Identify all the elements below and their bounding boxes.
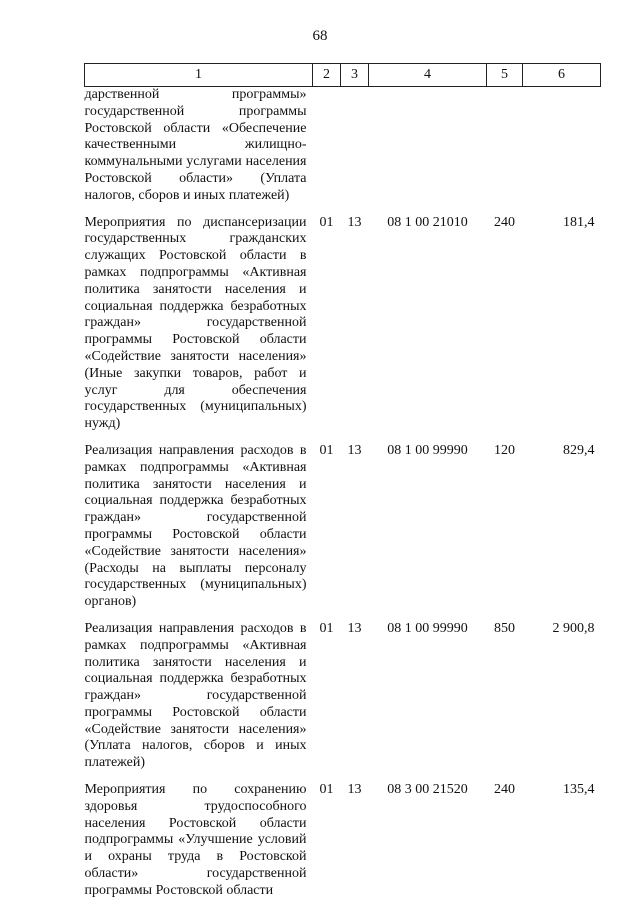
row-subsection: 13 — [347, 214, 362, 230]
row-target-code: 08 1 00 99990 — [387, 442, 468, 458]
row-section: 01 — [319, 214, 334, 230]
row-amount: 2 900,8 — [552, 620, 595, 636]
row-subsection: 13 — [347, 782, 362, 798]
row-amount — [523, 87, 601, 215]
column-header-6: 6 — [523, 64, 601, 87]
table-row — [85, 215, 601, 443]
row-expense-type: 120 — [494, 442, 515, 458]
row-expense-type — [487, 87, 523, 215]
table-header-row — [85, 64, 601, 87]
row-section: 01 — [319, 442, 334, 458]
table-row — [85, 87, 601, 215]
row-description: Мероприятия по диспансеризации государственных гражданских служащих Ростовской области в рамках подпрограммы «Активная политика занятости населения и социальная поддержка безработных граждан» государственной программы Ростовской области «Содействие занятости населения» (Иные закупки товаров, работ и услуг для обеспечения государственных (муниципальных) нужд) — [84, 214, 307, 432]
table-row — [85, 443, 601, 621]
row-target-code: 08 1 00 21010 — [387, 214, 468, 230]
row-subsection — [341, 87, 369, 215]
row-section: 01 — [319, 620, 334, 636]
budget-table — [84, 63, 600, 910]
row-target-code: 08 1 00 99990 — [387, 620, 468, 636]
column-header-1: 1 — [85, 64, 313, 87]
column-header-3: 3 — [341, 64, 369, 87]
row-section: 01 — [319, 782, 334, 798]
row-description: Мероприятия по сохранению здоровья трудоспособного населения Ростовской области подпрограммы «Улучшение условий и охраны труда в Ростовской области» государственной программы Ростовской области — [84, 782, 307, 898]
row-subsection: 13 — [347, 620, 362, 636]
row-target-code: 08 3 00 21520 — [387, 782, 468, 798]
row-amount: 181,4 — [563, 214, 595, 230]
column-header-4: 4 — [369, 64, 487, 87]
row-subsection: 13 — [347, 442, 362, 458]
row-description: Реализация направления расходов в рамках подпрограммы «Активная политика занятости населения и социальная поддержка безработных граждан» государственной программы Ростовской области «Содействие занятости населения» (Расходы на выплаты персоналу государственных (муниципальных) органов) — [84, 442, 307, 610]
row-expense-type: 850 — [494, 620, 515, 636]
row-target-code — [369, 87, 487, 215]
row-description: Реализация направления расходов в рамках подпрограммы «Активная политика занятости населения и социальная поддержка безработных граждан» государственной программы Ростовской области «Содействие занятости населения» (Уплата налогов, сборов и иных платежей) — [84, 620, 307, 771]
column-header-5: 5 — [487, 64, 523, 87]
row-section — [313, 87, 341, 215]
page-number: 68 — [312, 28, 328, 44]
table-row — [85, 782, 601, 910]
row-expense-type: 240 — [494, 214, 515, 230]
row-amount: 829,4 — [563, 442, 595, 458]
row-expense-type: 240 — [494, 782, 515, 798]
column-header-2: 2 — [313, 64, 341, 87]
row-description: дарственной программы» государственной программы Ростовской области «Обеспечение качественными жилищно-коммунальными услугами населения Ростовской области» (Уплата налогов, сборов и иных платежей) — [84, 87, 307, 203]
table-row — [85, 621, 601, 782]
row-amount: 135,4 — [563, 782, 595, 798]
